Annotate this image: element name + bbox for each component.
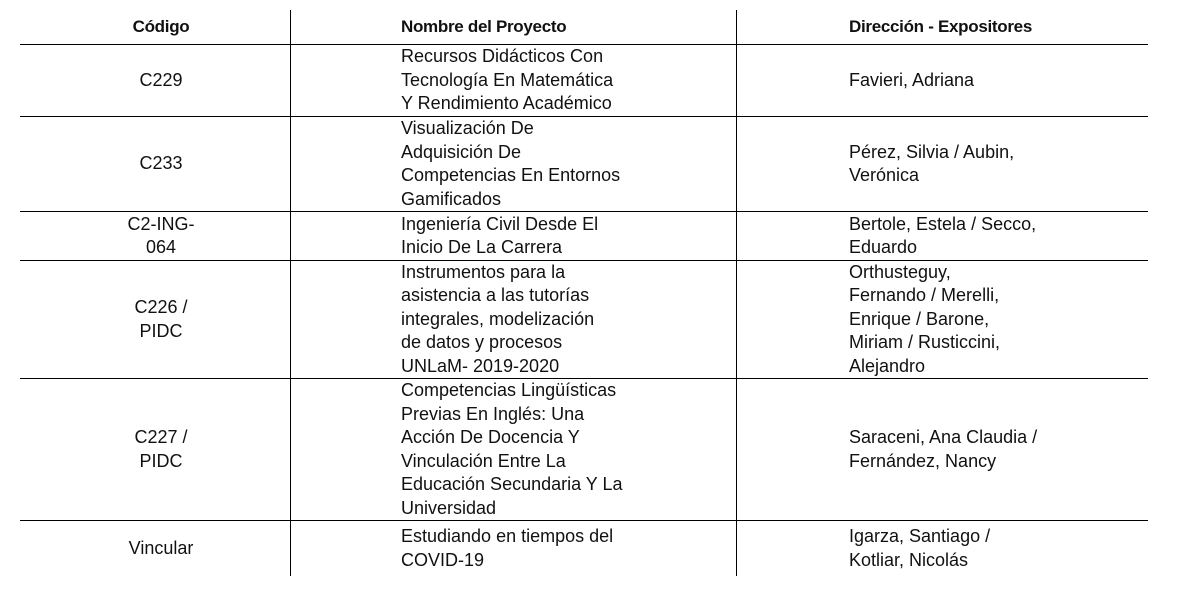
table-row-direction: Bertole, Estela / Secco, Eduardo — [849, 213, 1037, 257]
table-row-name: Visualización De Adquisición De Competencias En Entornos Gamificados — [401, 118, 621, 209]
table-row-direction: Orthusteguy, Fernando / Merelli, Enrique / Barone, Miriam / Rusticcini, Alejandro — [849, 261, 1001, 376]
header-direction: Dirección - Expositores — [849, 17, 1032, 37]
table-row-code: C233 — [139, 153, 183, 174]
table-row-code: C226 / PIDC — [134, 297, 188, 341]
table-row-direction: Igarza, Santiago / Kotliar, Nicolás — [849, 526, 991, 570]
table-row-name: Estudiando en tiempos del COVID-19 — [401, 526, 614, 570]
table-row-code: Vincular — [128, 537, 194, 558]
table-row-name: Instrumentos para la asistencia a las tutorías integrales, modelización de datos y procesos UNLaM- 2019-2020 — [401, 261, 595, 376]
table-row-direction: Pérez, Silvia / Aubin, Verónica — [849, 141, 1015, 185]
table-row-code: C2-ING- 064 — [127, 213, 195, 257]
table-row-direction: Saraceni, Ana Claudia / Fernández, Nancy — [849, 427, 1038, 471]
table-row-name: Ingeniería Civil Desde El Inicio De La Carrera — [401, 213, 599, 257]
table-row-code: C229 — [139, 69, 183, 90]
header-code: Código — [132, 17, 190, 37]
table-row-name: Recursos Didácticos Con Tecnología En Matemática Y Rendimiento Académico — [401, 46, 614, 114]
column-separator — [736, 10, 737, 576]
table-row-name: Competencias Lingüísticas Previas En Inglés: Una Acción De Docencia Y Vinculación Entre La Educación Secundaria Y La Universidad — [401, 380, 623, 518]
table-row-code: C227 / PIDC — [134, 427, 188, 471]
column-separator — [290, 10, 291, 576]
table-row-direction: Favieri, Adriana — [849, 69, 975, 90]
header-project-name: Nombre del Proyecto — [401, 17, 567, 37]
projects-table — [20, 10, 1148, 576]
